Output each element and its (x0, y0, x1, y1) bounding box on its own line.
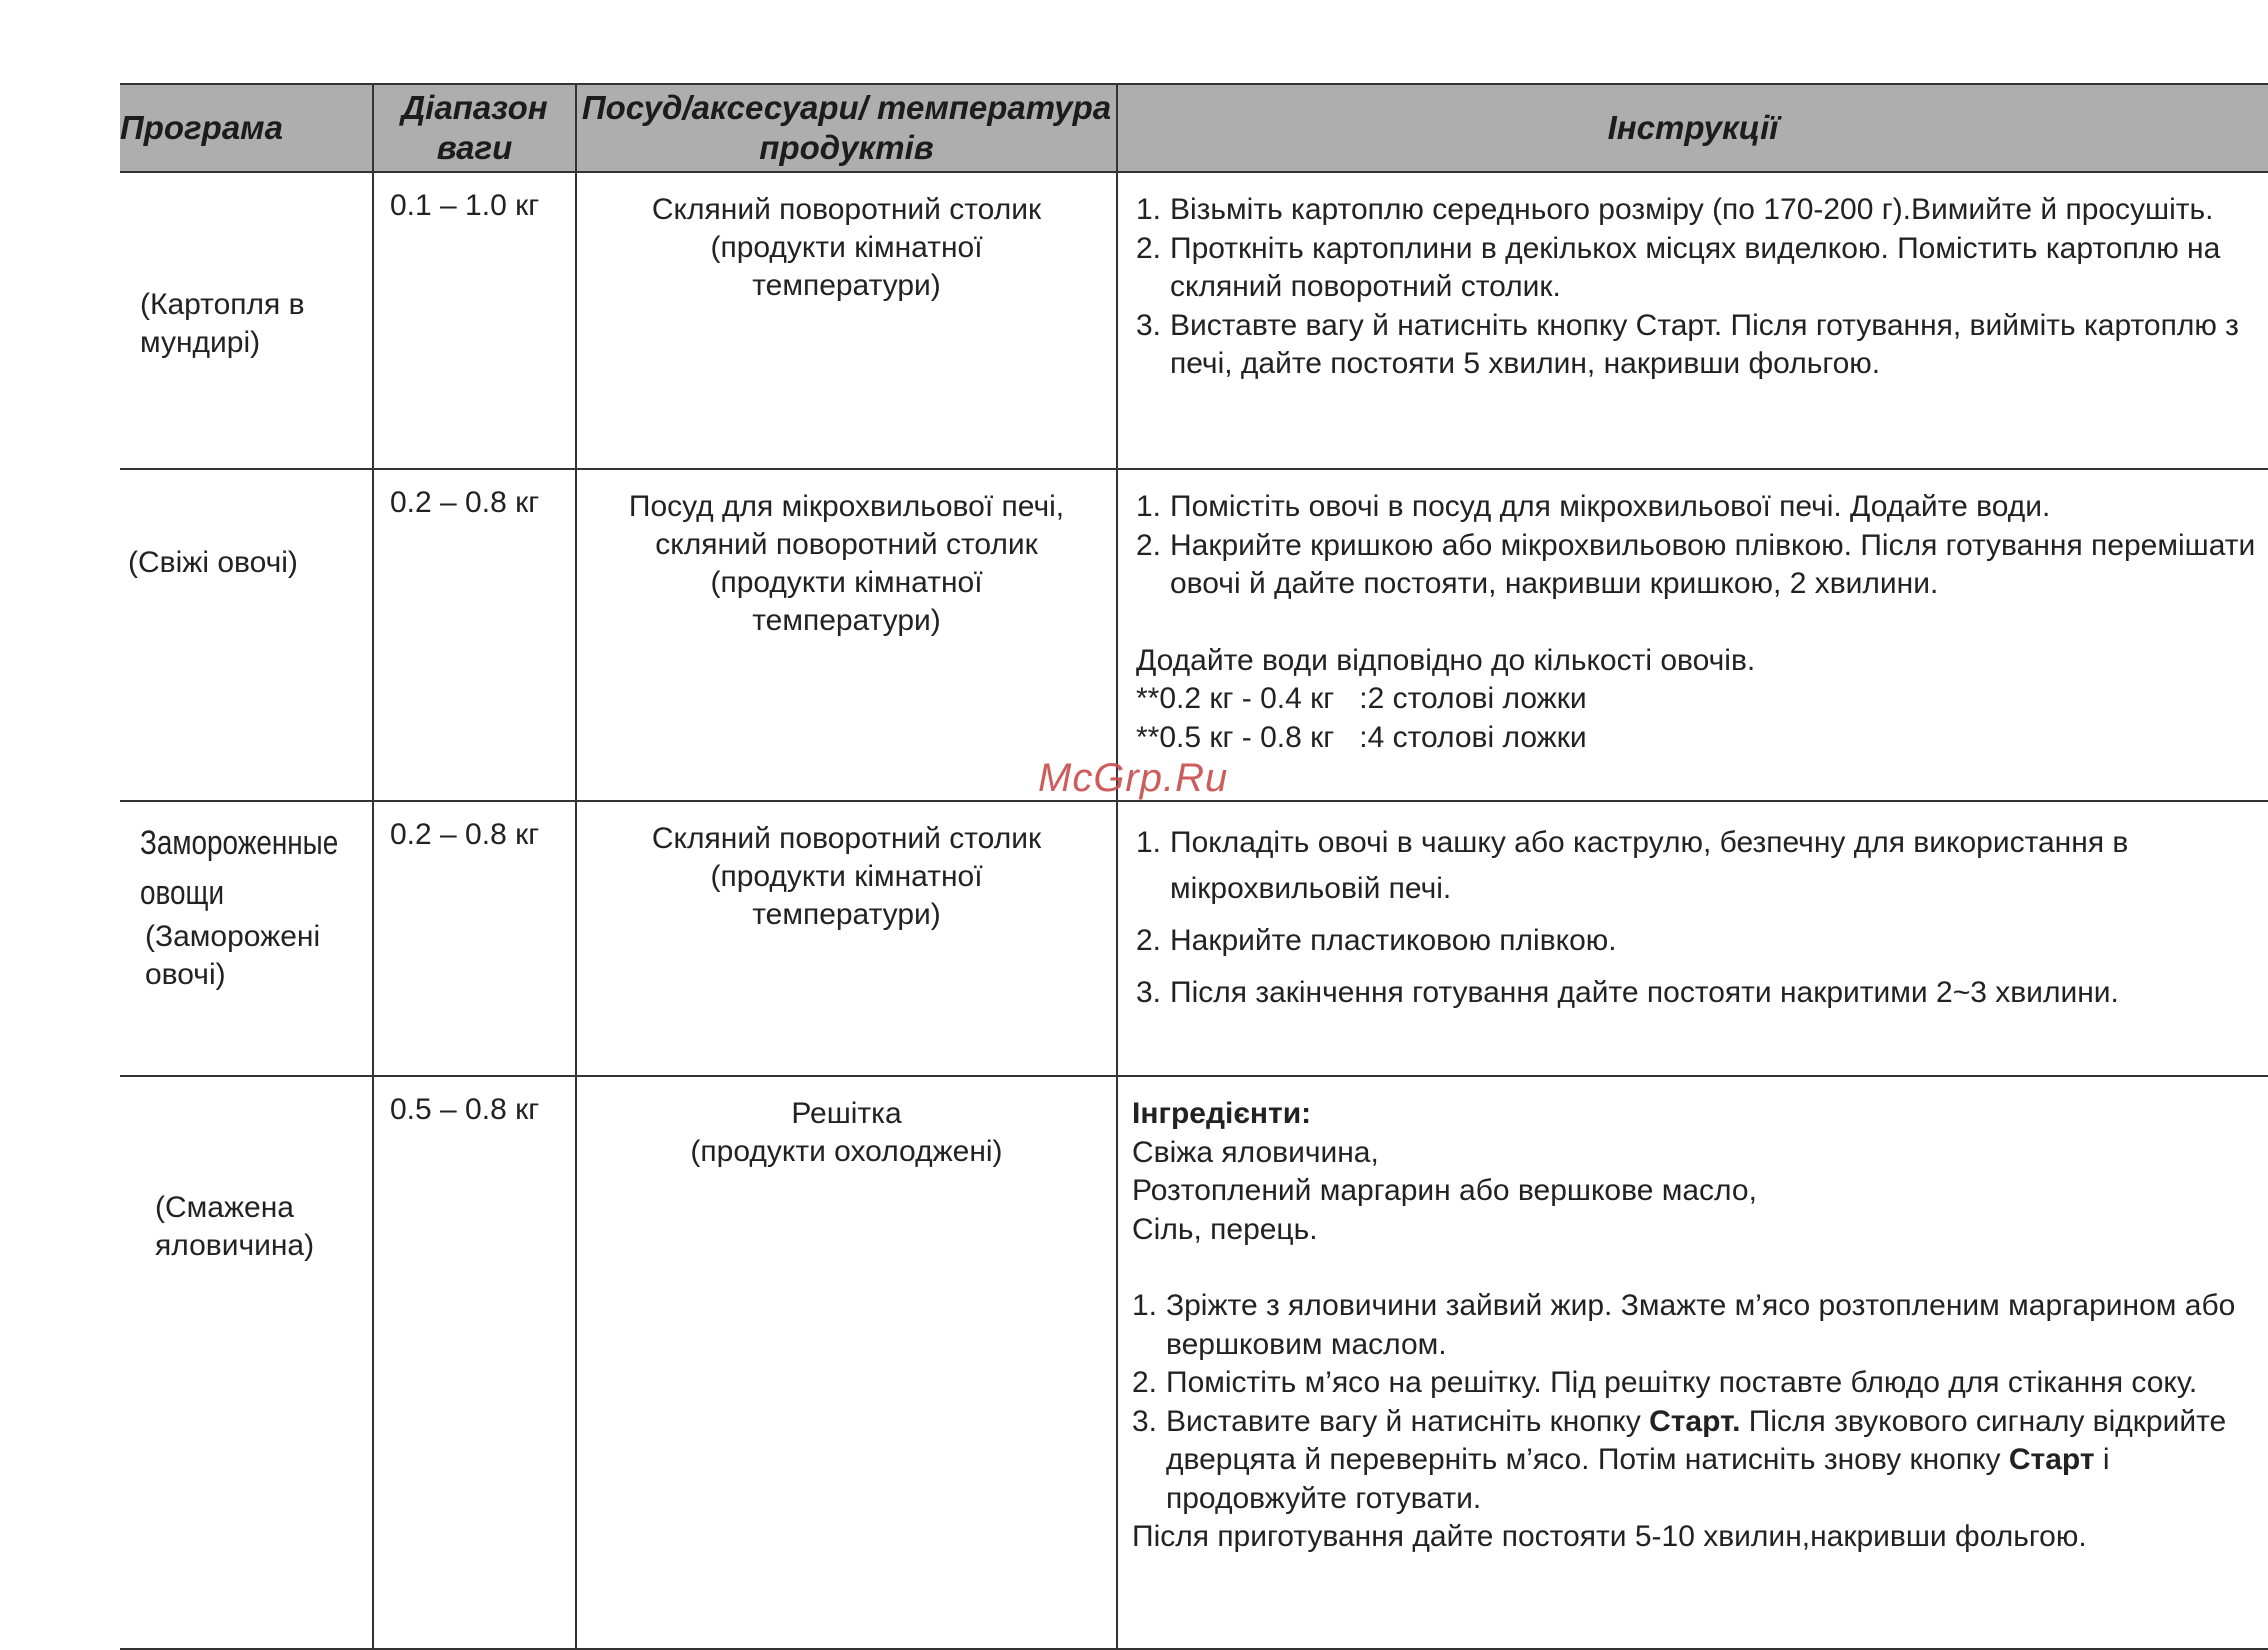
table-row (120, 172, 2268, 469)
final-note: Після приготування дайте постояти 5-10 хвилин,накривши фольгою. (1132, 1520, 2087, 1553)
instruction-step: 2. Проткніть картоплини в декількох місцях виделкою. Помістить картоплю на скляний поворотний столик. (1136, 231, 2221, 303)
dish-line: Скляний поворотний столик (651, 193, 1042, 226)
dish-line: температури) (752, 898, 941, 931)
program-cell (120, 1076, 373, 1649)
instruction-step: 2. Накрийте пластиковою плівкою. (1136, 924, 1617, 957)
ingredient: Розтоплений маргарин або вершкове масло, (1132, 1174, 1757, 1207)
header-dish-accessories: Посуд/аксесуари/ температура продуктів (576, 84, 1117, 172)
water-note: **0.2 кг - 0.4 кг :2 столові ложки (1136, 682, 1587, 715)
ingredients-title: Інгредієнти: (1132, 1097, 1312, 1130)
weight-range: 0.1 – 1.0 кг (373, 172, 576, 469)
dish-line: температури) (752, 604, 941, 637)
dish-cell (576, 172, 1117, 469)
instructions-cell (1117, 172, 2268, 469)
instructions-cell (1117, 469, 2268, 801)
instruction-step: 3. Після закінчення готування дайте постояти накритими 2~3 хвилини. (1136, 976, 2119, 1009)
header-program: Програма (120, 84, 373, 172)
instruction-step: 2. Помістіть м’ясо на решітку. Під решітку поставте блюдо для стікання соку. (1132, 1366, 2198, 1399)
program-table (120, 83, 2268, 1650)
header-weight-range: Діапазон ваги (373, 84, 576, 172)
dish-line: температури) (752, 269, 941, 302)
table-row (120, 469, 2268, 801)
table-row (120, 801, 2268, 1076)
table-row (120, 1076, 2268, 1649)
ingredient: Сіль, перець. (1132, 1212, 1318, 1246)
dish-line: (продукти кімнатної (710, 860, 983, 893)
table-header-row (120, 84, 2268, 172)
dish-line: (продукти кімнатної (710, 231, 983, 264)
dish-line: Скляний поворотний столик (651, 822, 1042, 855)
instruction-step: 1. Помістіть овочі в посуд для мікрохвильової печі. Додайте води. (1136, 490, 2051, 523)
watermark: McGrp.Ru (1038, 756, 1229, 800)
dish-cell (576, 1076, 1117, 1649)
instruction-step: 3. Виставите вагу й натисніть кнопку Старт. Після звукового сигналу відкрийте дверцята й переверніть м’ясо. Потім натисніть знову кнопку Старт і продовжуйте готувати. (1132, 1404, 2227, 1515)
dish-line: Решітка (791, 1097, 902, 1130)
instruction-step: 1. Покладіть овочі в чашку або каструлю, безпечну для використання в мікрохвильовій печі. (1136, 826, 2129, 905)
start-label: Старт. (1649, 1404, 1741, 1438)
program-cell (120, 172, 373, 469)
water-note: Додайте води відповідно до кількості овочів. (1136, 643, 1756, 677)
program-label: (Картопля в мундирі) (140, 288, 305, 359)
instruction-step: 1. Візьміть картоплю середнього розміру (по 170-200 г).Вимийте й просушіть. (1136, 193, 2214, 226)
instruction-step: 2. Накрийте кришкою або мікрохвильовою плівкою. Після готування перемішати овочі й дайте постояти, накривши кришкою, 2 хвилини. (1136, 528, 2256, 600)
program-cell (120, 469, 373, 801)
water-note: **0.5 кг - 0.8 кг :4 столові ложки (1136, 720, 1587, 754)
dish-line: скляний поворотний столик (655, 528, 1038, 561)
start-label: Старт (2008, 1443, 2095, 1476)
instructions-cell (1117, 801, 2268, 1076)
dish-line: Посуд для мікрохвильової печі, (628, 490, 1065, 523)
instruction-step: 3. Виставте вагу й натисніть кнопку Старт. Після готування, вийміть картоплю з печі, дайте постояти 5 хвилин, накривши фольгою. (1136, 308, 2239, 380)
program-name: Замороженные овощи (140, 824, 339, 912)
program-cell (120, 801, 373, 1076)
instructions-cell (1117, 1076, 2268, 1649)
weight-range: 0.5 – 0.8 кг (373, 1076, 576, 1649)
dish-line: (продукти охолоджені) (690, 1135, 1003, 1168)
weight-range: 0.2 – 0.8 кг (373, 469, 576, 801)
program-label: (Заморожені овочі) (145, 920, 321, 991)
dish-line: (продукти кімнатної (710, 566, 983, 599)
weight-range: 0.2 – 0.8 кг (373, 801, 576, 1076)
instruction-step: 1. Зріжте з яловичини зайвий жир. Змажте м’ясо розтопленим маргарином або вершковим маслом. (1132, 1289, 2236, 1361)
header-instructions: Інструкції (1117, 84, 2268, 172)
ingredient: Свіжа яловичина, (1132, 1135, 1379, 1169)
dish-cell (576, 469, 1117, 801)
program-label: (Смажена яловичина) (155, 1191, 315, 1262)
dish-cell (576, 801, 1117, 1076)
program-label: (Свіжі овочі) (128, 546, 298, 579)
